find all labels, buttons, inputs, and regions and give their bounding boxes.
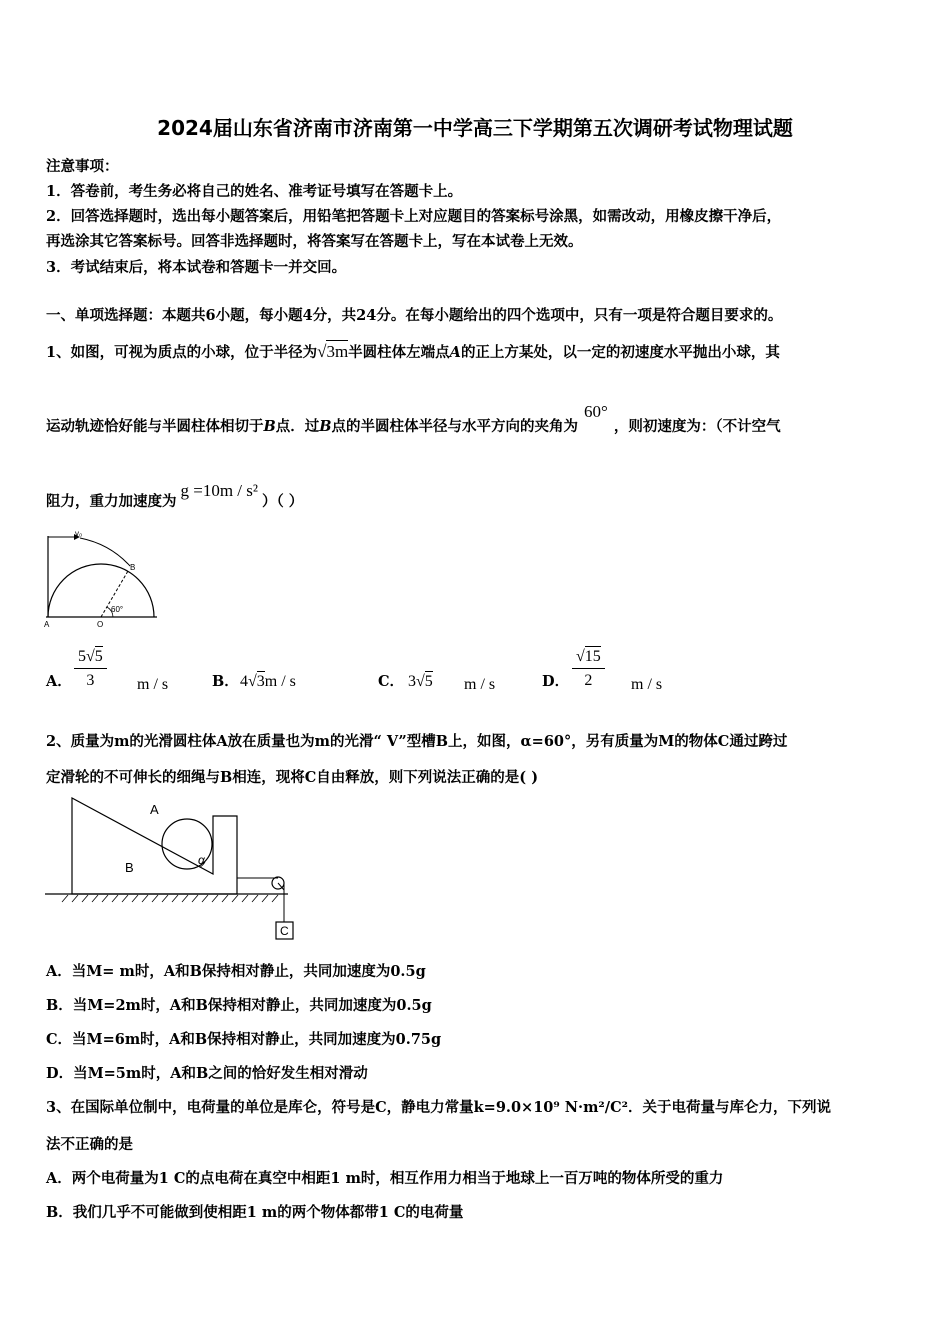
q2-figure: [40, 792, 300, 947]
q1-line-3: 阻力，重力加速度为g =10m / s²）（ ）: [46, 481, 304, 510]
notice-item-3: 3．考试结束后，将本试卷和答题卡一并交回。: [46, 259, 347, 276]
q2-option-a[interactable]: A．当M= m时，A和B保持相对静止，共同加速度为0.5g: [46, 963, 426, 980]
body-b-label: B: [125, 860, 134, 875]
alpha-label: α: [198, 853, 205, 867]
point-o-label: O: [97, 620, 104, 629]
notice-item-2a: 2．回答选择题时，选出每小题答案后，用铅笔把答题卡上对应题目的答案标号涂黑，如需改动，用橡皮擦干净后，: [46, 208, 782, 225]
q3-option-b[interactable]: B．我们几乎不可能做到使相距1 m的两个物体都带1 C的电荷量: [46, 1204, 464, 1221]
q1-line-1: 1、如图，可视为质点的小球，位于半径为√3m半圆柱体左端点A的正上方某处，以一定的初速度水平抛出小球，其: [46, 342, 780, 361]
notice-item-1: 1．答卷前，考生务必将自己的姓名、准考证号填写在答题卡上。: [46, 183, 463, 200]
q1-option-d-unit: m / s: [631, 676, 663, 693]
q2-option-c[interactable]: C．当M=6m时，A和B保持相对静止，共同加速度为0.75g: [46, 1031, 442, 1048]
point-b-label: B: [130, 563, 136, 572]
notice-heading: 注意事项：: [46, 158, 119, 175]
q1-option-a[interactable]: $\frac{5√5}{3}$: [74, 648, 107, 690]
q2-line-1: 2、质量为m的光滑圆柱体A放在质量也为m的光滑“ V”型槽B上，如图，α=60°，另有质量为M的物体C通过跨过: [46, 733, 788, 750]
q1-figure: [40, 528, 165, 633]
q2-line-2: 定滑轮的不可伸长的细绳与B相连，现将C自由释放，则下列说法正确的是( ): [46, 769, 539, 786]
point-a-label: A: [44, 620, 50, 629]
notice-item-2b: 再选涂其它答案标号。回答非选择题时，将答案写在答题卡上，写在本试卷上无效。: [46, 233, 583, 250]
q1-option-d[interactable]: $\frac{√15}{2}$: [572, 648, 605, 690]
q3-line-2: 法不正确的是: [46, 1136, 133, 1153]
q1-option-c-unit: m / s: [464, 676, 496, 693]
v0-label: v₀: [75, 529, 83, 538]
q2-option-b[interactable]: B．当M=2m时，A和B保持相对静止，共同加速度为0.5g: [46, 997, 432, 1014]
q3-option-a[interactable]: A．两个电荷量为1 C的点电荷在真空中相距1 m时，相互作用力相当于地球上一百万吨的物体所受的重力: [46, 1170, 724, 1187]
page-title: 2024届山东省济南市济南第一中学高三下学期第五次调研考试物理试题: [157, 116, 793, 140]
q1-option-b[interactable]: 4√3m / s: [240, 673, 296, 690]
q2-option-d[interactable]: D．当M=5m时，A和B之间的恰好发生相对滑动: [46, 1065, 368, 1082]
q1-option-a-label[interactable]: A．: [46, 673, 72, 690]
body-a-label: A: [150, 802, 159, 817]
q1-option-b-label[interactable]: B．: [212, 673, 239, 690]
q1-option-c[interactable]: 3√5: [408, 673, 433, 690]
section-heading: 一、单项选择题：本题共6小题，每小题4分，共24分。在每小题给出的四个选项中，只有一项是符合题目要求的。: [46, 307, 783, 324]
q1-option-d-label[interactable]: D．: [542, 673, 570, 690]
q1-option-a-unit: m / s: [137, 676, 169, 693]
q1-line-2: 运动轨迹恰好能与半圆柱体相切于B点．过B点的半圆柱体半径与水平方向的夹角为60°，则初速度为：（不计空气: [46, 402, 781, 435]
body-c-label: C: [280, 924, 289, 938]
angle-label: 60°: [111, 605, 124, 614]
q3-line-1: 3、在国际单位制中，电荷量的单位是库仑，符号是C，静电力常量k=9.0×10⁹ N·m²/C²．关于电荷量与库仑力，下列说: [46, 1099, 831, 1116]
q1-option-c-label[interactable]: C．: [378, 673, 405, 690]
